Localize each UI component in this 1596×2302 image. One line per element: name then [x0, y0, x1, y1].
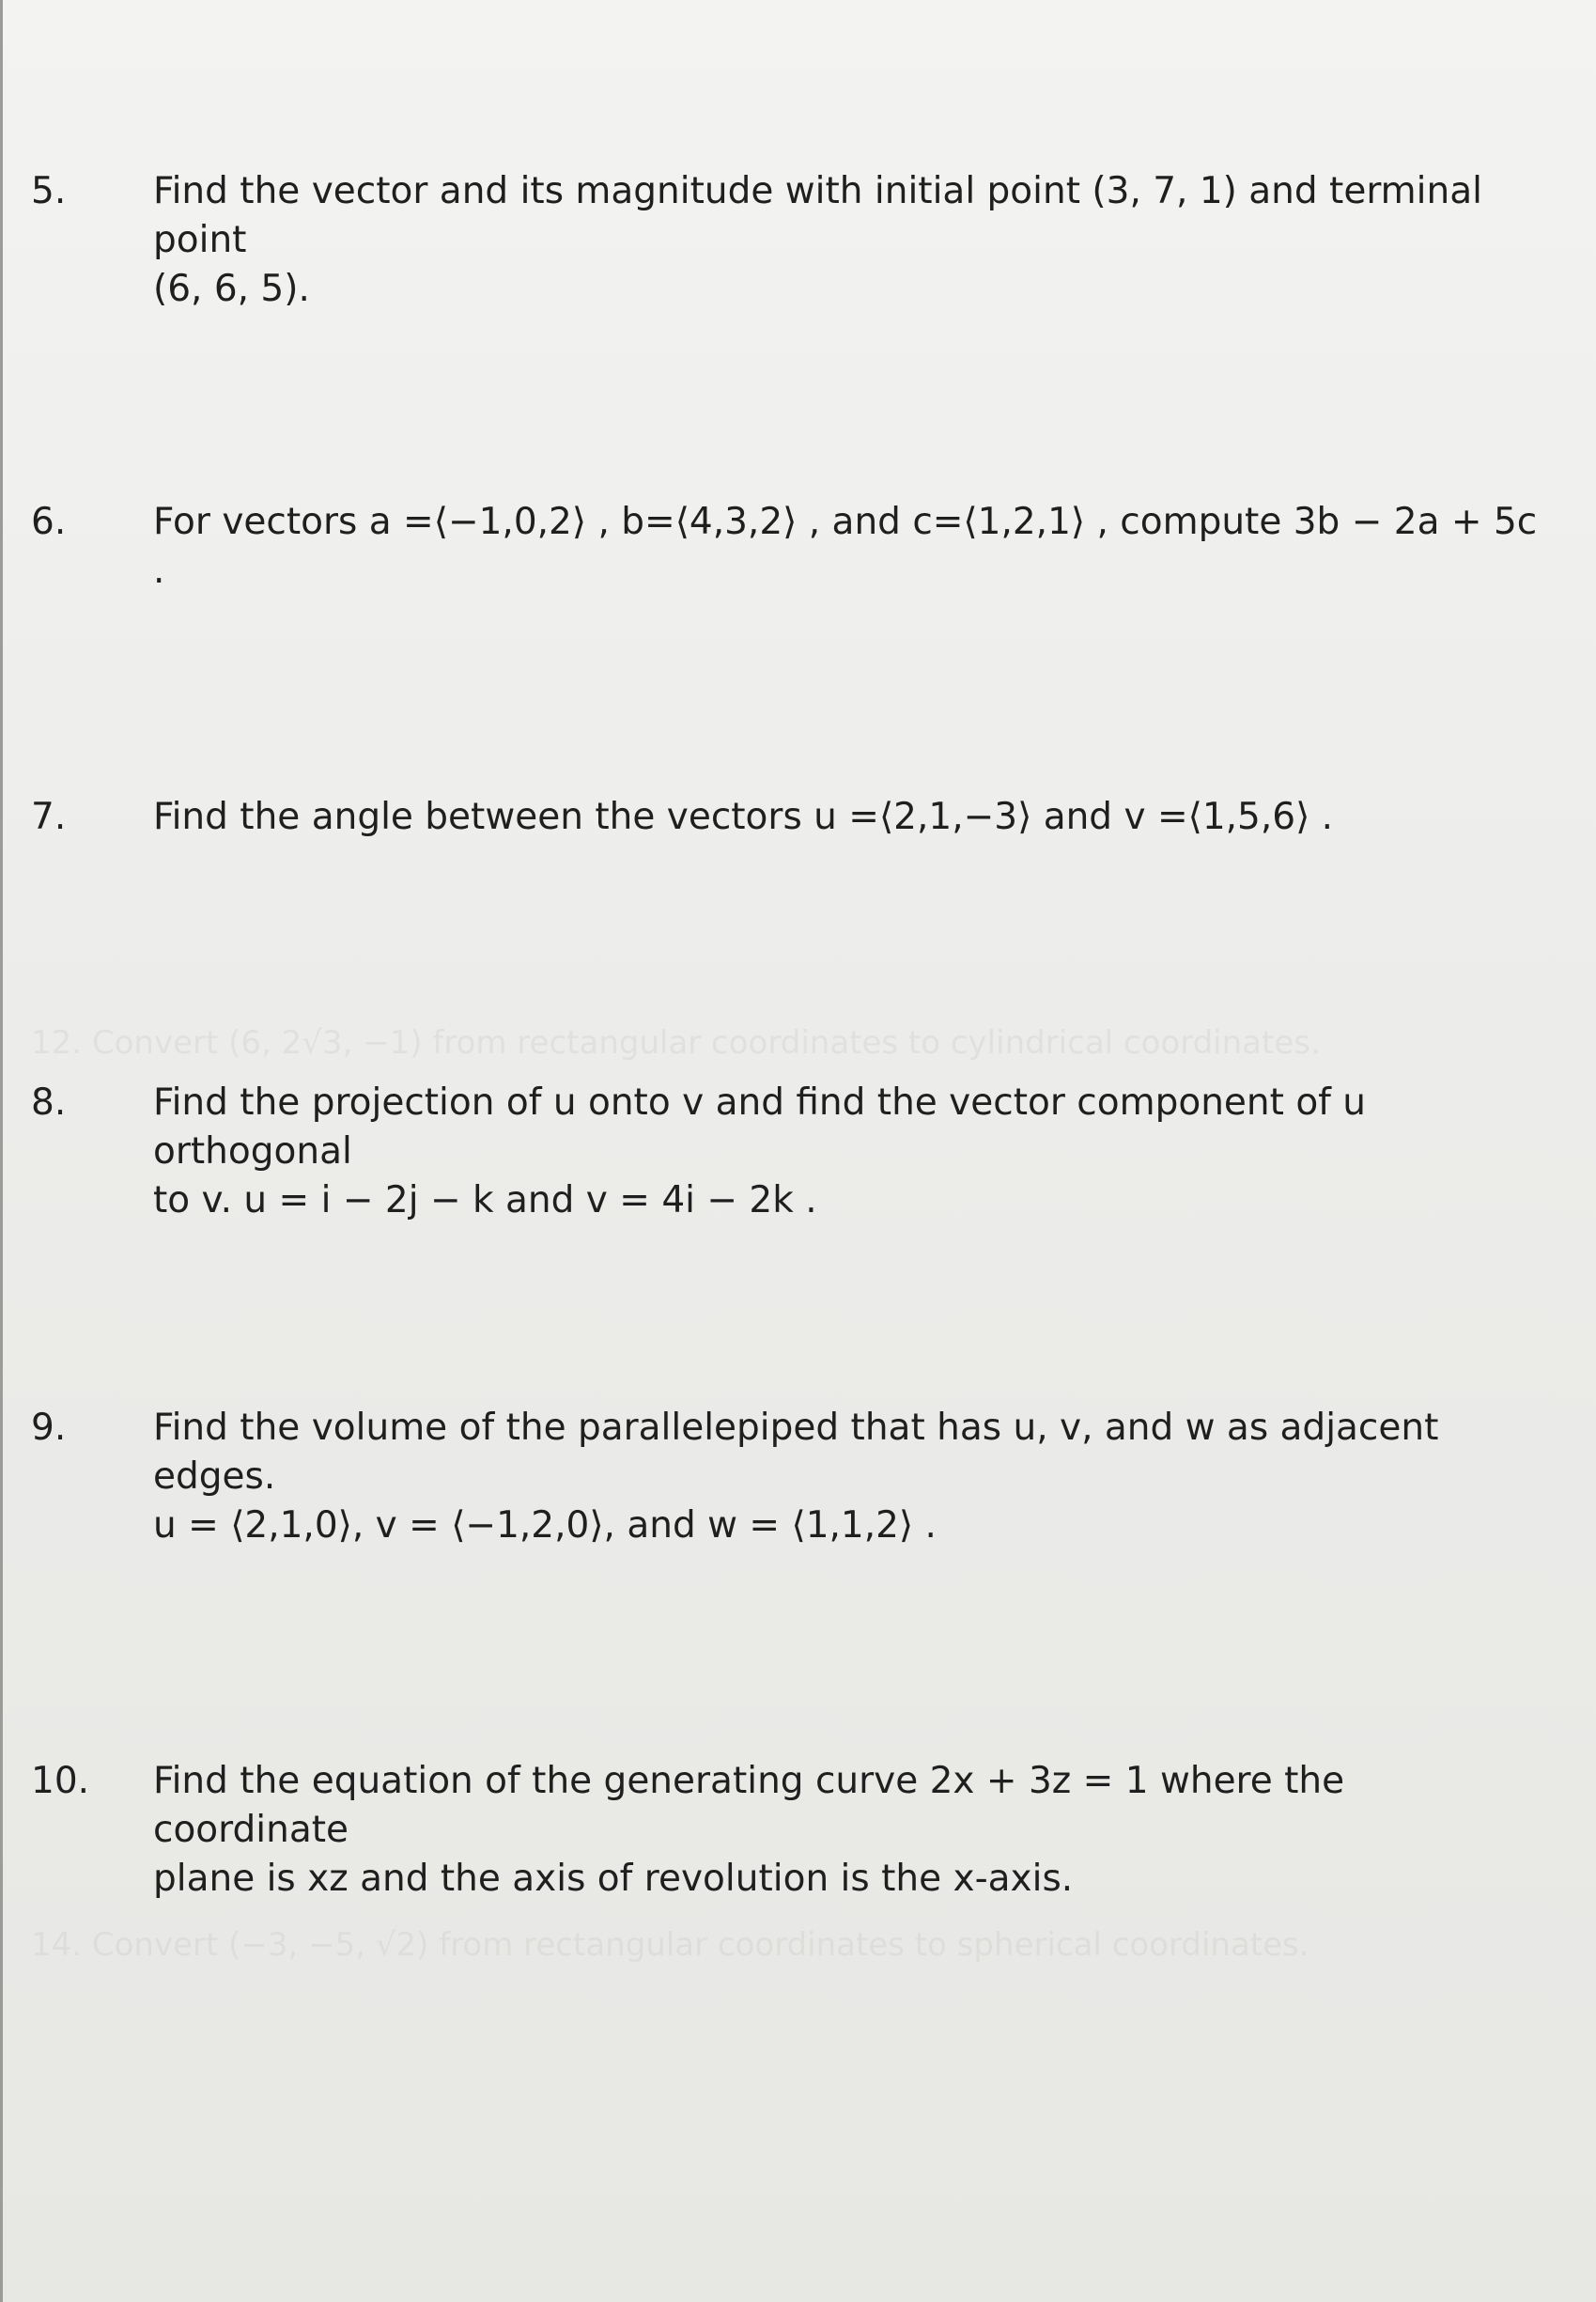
problem-text: Find the vector and its magnitude with initial point (3, 7, 1) and terminal point (6, 6, 5).: [153, 170, 1482, 310]
bleed-through-text-1: 12. Convert (6, 2√3, −1) from rectangular coordinates to cylindrical coordinates.: [31, 1024, 1321, 1062]
problem-number: 6.: [31, 501, 67, 543]
bleed-through-text-2: 14. Convert (−3, −5, √2) from rectangular coordinates to spherical coordinates.: [31, 1926, 1309, 1964]
problem-number: 7.: [31, 796, 67, 838]
problem-text: For vectors a =⟨−1,0,2⟩ , b=⟨4,3,2⟩ , and c=⟨1,2,1⟩ , compute 3b − 2a + 5c .: [153, 501, 1538, 592]
problem-number: 10.: [31, 1760, 90, 1802]
problem-text: Find the angle between the vectors u =⟨2,1,−3⟩ and v =⟨1,5,6⟩ .: [153, 796, 1334, 838]
problem-number: 5.: [31, 170, 67, 212]
problem-number: 8.: [31, 1081, 67, 1124]
problem-text: Find the projection of u onto v and find the vector component of u orthogonal to v. u = i − 2j − k and v = 4i − 2k .: [153, 1081, 1367, 1221]
problem-text: Find the volume of the parallelepiped that has u, v, and w as adjacent edges. u = ⟨2,1,0⟩, v = ⟨−1,2,0⟩, and w = ⟨1,1,2⟩ .: [153, 1407, 1439, 1547]
problem-text: Find the equation of the generating curve 2x + 3z = 1 where the coordinate plane is xz and the axis of revolution is the x-axis.: [153, 1760, 1345, 1900]
problem-number: 9.: [31, 1407, 67, 1449]
